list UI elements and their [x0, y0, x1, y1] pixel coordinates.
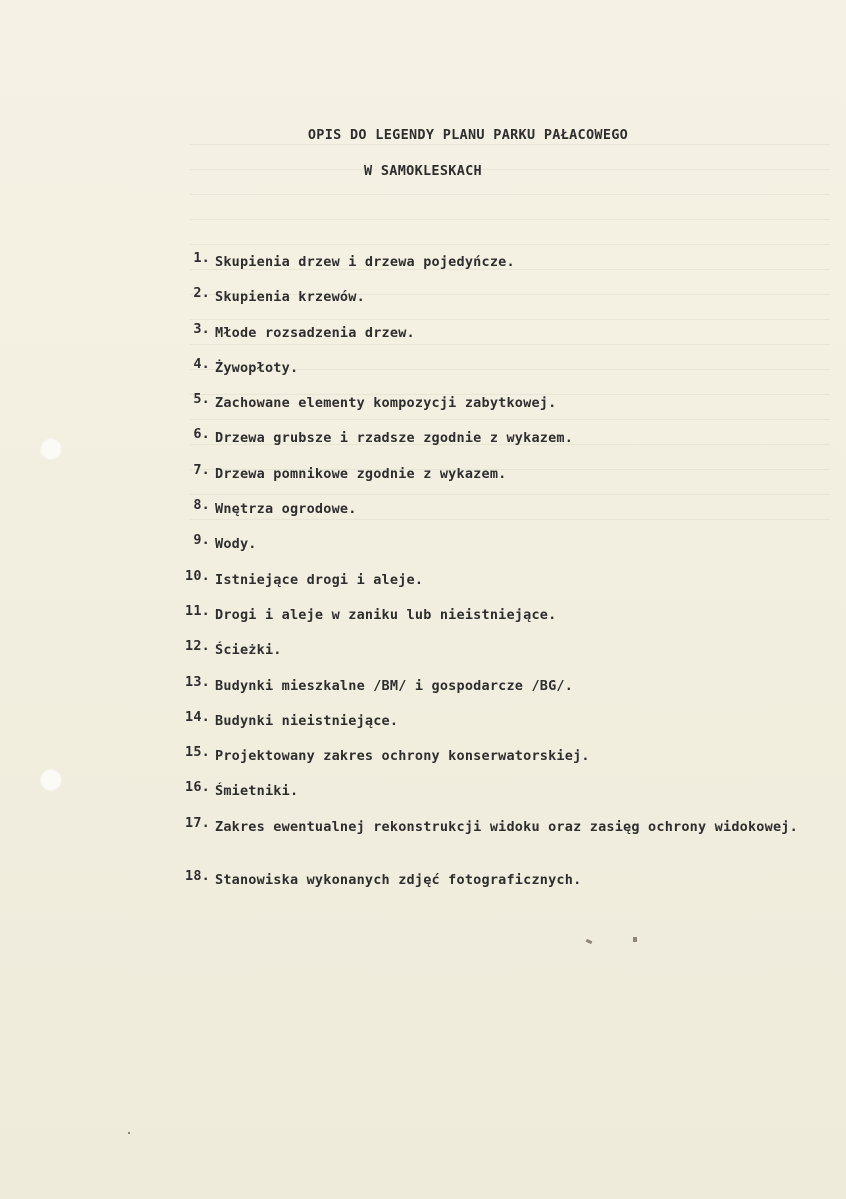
item-text: Drzewa grubsze i rzadsze zgodnie z wykazem.: [215, 430, 574, 447]
legend-item: [166, 497, 838, 532]
legend-item: [166, 568, 838, 603]
legend-item: [166, 285, 838, 320]
legend-item: [166, 250, 838, 285]
legend-item: [166, 779, 838, 814]
legend-item: [166, 674, 838, 709]
legend-item: [166, 868, 838, 903]
ink-smudge: [633, 937, 637, 942]
item-text: Ścieżki.: [215, 642, 282, 659]
legend-item: [166, 391, 838, 426]
item-number: 3.: [193, 320, 210, 337]
item-text: Żywopłoty.: [215, 359, 299, 376]
item-text: Młode rozsadzenia drzew.: [215, 324, 415, 341]
item-text: Śmietniki.: [215, 783, 299, 800]
item-text: Skupienia krzewów.: [215, 289, 365, 306]
legend-item: [166, 356, 838, 391]
item-number: 1.: [193, 250, 210, 266]
item-text: Drogi i aleje w zaniku lub nieistniejące.: [215, 606, 557, 623]
item-text: Drzewa pomnikowe zgodnie z wykazem.: [215, 465, 507, 482]
item-number: 7.: [193, 461, 210, 478]
item-number: 9.: [193, 532, 210, 549]
title-line-1: OPIS DO LEGENDY PLANU PARKU PAŁACOWEGO: [307, 127, 629, 143]
item-number: 15.: [185, 744, 210, 761]
item-text: Istniejące drogi i aleje.: [215, 571, 424, 588]
item-number: 18.: [185, 867, 210, 884]
item-number: 13.: [185, 673, 210, 690]
legend-item: [166, 462, 838, 497]
legend-item: [166, 321, 838, 356]
title-line-2: W SAMOKLESKACH: [364, 163, 482, 179]
item-text: Projektowany zakres ochrony konserwatorskiej.: [215, 748, 590, 765]
item-number: 12.: [185, 638, 210, 655]
punch-hole-upper: [40, 438, 62, 460]
ink-smudge: [128, 1132, 130, 1134]
item-number: 8.: [193, 497, 210, 514]
item-number: 11.: [185, 602, 210, 619]
legend-item: [166, 709, 838, 744]
item-number: 6.: [193, 426, 210, 443]
item-text: Stanowiska wykonanych zdjęć fotograficznych.: [215, 871, 582, 888]
legend-item: [166, 426, 838, 461]
legend-item: [166, 532, 838, 567]
item-number: 4.: [193, 355, 210, 372]
item-text: Wody.: [215, 536, 257, 553]
legend-item: [166, 744, 838, 779]
item-text: Budynki nieistniejące.: [215, 712, 399, 729]
legend-list: [166, 250, 838, 903]
legend-item: [166, 603, 838, 638]
item-number: 14.: [185, 708, 210, 725]
legend-item: [166, 815, 838, 868]
item-text: Zakres ewentualnej rekonstrukcji widoku oraz zasięg ochrony widokowej.: [215, 818, 798, 835]
item-number: 10.: [185, 567, 210, 584]
item-text: Zachowane elementy kompozycji zabytkowej.: [215, 395, 557, 412]
item-text: Wnętrza ogrodowe.: [215, 501, 357, 518]
item-text: Budynki mieszkalne /BM/ i gospodarcze /BG/.: [215, 677, 574, 694]
document-title: [0, 127, 846, 179]
punch-hole-lower: [40, 769, 62, 791]
ink-smudge: [586, 939, 593, 944]
item-text: Skupienia drzew i drzewa pojedyńcze.: [215, 254, 515, 270]
legend-item: [166, 638, 838, 673]
item-number: 16.: [185, 779, 210, 796]
item-number: 2.: [193, 285, 210, 302]
item-number: 17.: [185, 814, 210, 831]
item-number: 5.: [193, 391, 210, 408]
